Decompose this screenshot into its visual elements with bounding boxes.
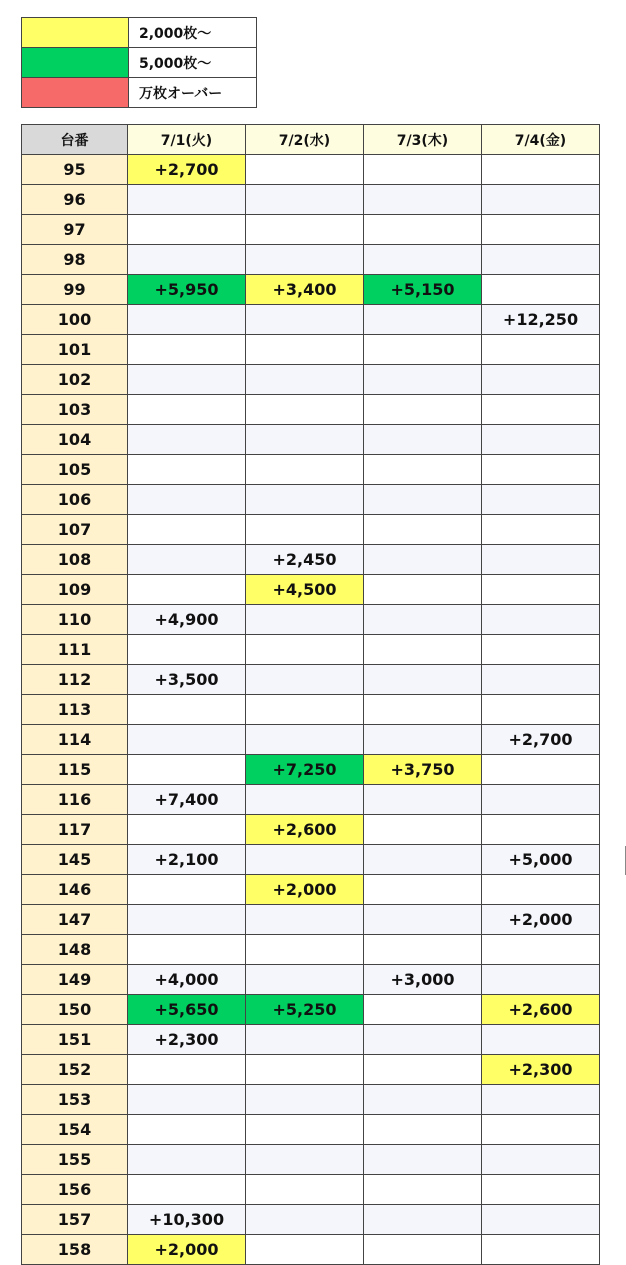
result-cell [246,155,364,185]
result-cell [364,1145,482,1175]
result-cell [128,695,246,725]
result-cell [246,425,364,455]
result-cell [246,725,364,755]
results-table [21,124,600,1265]
result-cell [364,695,482,725]
result-cell [128,875,246,905]
table-row [22,875,600,905]
result-cell [364,1175,482,1205]
result-cell [482,275,600,305]
machine-number: 152 [22,1055,128,1085]
result-cell [246,515,364,545]
result-cell [246,965,364,995]
table-row [22,1145,600,1175]
result-cell: +3,400 [246,275,364,305]
machine-number: 97 [22,215,128,245]
legend-row [22,18,257,48]
table-row [22,305,600,335]
result-cell [364,1115,482,1145]
result-cell [128,515,246,545]
result-cell [364,995,482,1025]
result-cell [482,1025,600,1055]
table-row [22,455,600,485]
result-cell [246,1175,364,1205]
table-row [22,605,600,635]
table-row [22,965,600,995]
machine-number: 107 [22,515,128,545]
result-cell [364,935,482,965]
result-cell [246,845,364,875]
machine-number: 114 [22,725,128,755]
result-cell [128,1085,246,1115]
result-cell: +2,000 [128,1235,246,1265]
machine-number: 100 [22,305,128,335]
machine-number: 98 [22,245,128,275]
result-cell [128,1175,246,1205]
result-cell [364,365,482,395]
result-cell [364,815,482,845]
result-cell [128,335,246,365]
result-cell [246,455,364,485]
table-row [22,515,600,545]
result-cell [246,1145,364,1175]
machine-number: 103 [22,395,128,425]
result-cell [246,695,364,725]
table-row [22,635,600,665]
result-cell [482,605,600,635]
result-cell [482,875,600,905]
machine-number: 108 [22,545,128,575]
result-cell [482,545,600,575]
table-row [22,215,600,245]
result-cell [482,815,600,845]
result-cell [364,725,482,755]
result-cell [482,485,600,515]
table-row [22,815,600,845]
result-cell [482,1175,600,1205]
result-cell [128,905,246,935]
table-row [22,755,600,785]
result-cell [364,395,482,425]
result-cell [482,245,600,275]
result-cell [482,695,600,725]
result-cell [128,365,246,395]
result-cell [482,665,600,695]
result-cell [482,1205,600,1235]
legend-swatch [22,78,129,108]
result-cell [364,875,482,905]
result-cell [246,1025,364,1055]
machine-number: 102 [22,365,128,395]
result-cell [246,605,364,635]
machine-number: 148 [22,935,128,965]
table-row [22,155,600,185]
result-cell [364,245,482,275]
result-cell [246,215,364,245]
machine-number: 156 [22,1175,128,1205]
result-cell [128,1055,246,1085]
table-row [22,335,600,365]
result-cell: +2,300 [482,1055,600,1085]
machine-number: 111 [22,635,128,665]
result-cell [246,305,364,335]
result-cell [482,965,600,995]
result-cell [128,425,246,455]
table-row [22,1115,600,1145]
result-cell [482,365,600,395]
result-cell [246,365,364,395]
result-cell: +7,250 [246,755,364,785]
result-cell [482,1145,600,1175]
result-cell: +4,500 [246,575,364,605]
result-cell [482,425,600,455]
result-cell: +2,600 [482,995,600,1025]
result-cell [246,1055,364,1085]
table-row [22,365,600,395]
result-cell [364,1025,482,1055]
result-cell [482,455,600,485]
result-cell [364,185,482,215]
result-cell: +5,250 [246,995,364,1025]
result-cell [128,455,246,485]
legend-table [21,17,257,108]
table-row [22,665,600,695]
result-cell [364,335,482,365]
machine-number: 157 [22,1205,128,1235]
result-cell [246,1085,364,1115]
table-row [22,995,600,1025]
result-cell [364,545,482,575]
result-cell [364,485,482,515]
machine-number: 151 [22,1025,128,1055]
result-cell [364,515,482,545]
header-date: 7/3(木) [364,125,482,155]
result-cell [364,785,482,815]
result-cell [482,1085,600,1115]
result-cell [128,245,246,275]
result-cell [364,575,482,605]
result-cell [128,935,246,965]
result-cell [246,395,364,425]
result-cell [364,665,482,695]
result-cell [364,1205,482,1235]
machine-number: 145 [22,845,128,875]
result-cell [246,1115,364,1145]
table-row [22,1055,600,1085]
result-cell: +5,950 [128,275,246,305]
table-row [22,485,600,515]
result-cell [128,1145,246,1175]
result-cell [482,155,600,185]
result-cell [482,1115,600,1145]
result-cell [128,1115,246,1145]
result-cell [482,215,600,245]
results-body [22,155,600,1265]
result-cell [364,305,482,335]
result-cell [128,305,246,335]
machine-number: 101 [22,335,128,365]
result-cell: +5,000 [482,845,600,875]
table-row [22,725,600,755]
machine-number: 146 [22,875,128,905]
result-cell: +3,750 [364,755,482,785]
table-row [22,185,600,215]
result-cell [364,215,482,245]
result-cell [128,395,246,425]
result-cell [364,455,482,485]
result-cell [246,245,364,275]
table-row [22,395,600,425]
result-cell [482,515,600,545]
result-cell [246,335,364,365]
result-cell [364,905,482,935]
result-cell [482,575,600,605]
result-cell [482,1235,600,1265]
table-row [22,905,600,935]
machine-number: 109 [22,575,128,605]
table-row [22,1085,600,1115]
machine-number: 117 [22,815,128,845]
machine-number: 154 [22,1115,128,1145]
table-row [22,695,600,725]
machine-number: 112 [22,665,128,695]
result-cell: +10,300 [128,1205,246,1235]
table-row [22,275,600,305]
result-cell [482,185,600,215]
result-cell: +2,700 [482,725,600,755]
result-cell: +2,000 [246,875,364,905]
header-date: 7/1(火) [128,125,246,155]
machine-number: 99 [22,275,128,305]
result-cell [246,185,364,215]
machine-number: 153 [22,1085,128,1115]
machine-number: 106 [22,485,128,515]
header-machine-number: 台番 [22,125,128,155]
result-cell: +3,500 [128,665,246,695]
legend-row [22,48,257,78]
result-cell [128,815,246,845]
result-cell [246,935,364,965]
result-cell [482,755,600,785]
table-row [22,785,600,815]
table-row [22,545,600,575]
result-cell [128,545,246,575]
result-cell: +2,100 [128,845,246,875]
result-cell: +4,000 [128,965,246,995]
machine-number: 104 [22,425,128,455]
table-row [22,425,600,455]
result-cell [246,905,364,935]
table-row [22,1175,600,1205]
result-cell: +2,450 [246,545,364,575]
result-cell: +2,700 [128,155,246,185]
legend-label: 2,000枚〜 [129,18,257,48]
result-cell [128,215,246,245]
result-cell [364,155,482,185]
result-cell [364,635,482,665]
result-cell: +5,150 [364,275,482,305]
result-cell [246,665,364,695]
machine-number: 95 [22,155,128,185]
machine-number: 149 [22,965,128,995]
result-cell [364,1055,482,1085]
result-cell [482,335,600,365]
result-cell: +12,250 [482,305,600,335]
machine-number: 115 [22,755,128,785]
machine-number: 155 [22,1145,128,1175]
machine-number: 113 [22,695,128,725]
machine-number: 147 [22,905,128,935]
result-cell: +2,300 [128,1025,246,1055]
result-cell [482,395,600,425]
result-cell: +5,650 [128,995,246,1025]
header-date: 7/4(金) [482,125,600,155]
result-cell [364,1085,482,1115]
machine-number: 96 [22,185,128,215]
result-cell [246,485,364,515]
result-cell: +4,900 [128,605,246,635]
result-cell [482,635,600,665]
result-cell [246,1235,364,1265]
header-row [22,125,600,155]
result-cell: +2,600 [246,815,364,845]
legend-label: 5,000枚〜 [129,48,257,78]
result-cell [364,1235,482,1265]
result-cell [482,935,600,965]
result-cell [364,425,482,455]
table-row [22,1025,600,1055]
machine-number: 116 [22,785,128,815]
result-cell [246,1205,364,1235]
table-row [22,845,600,875]
table-row [22,245,600,275]
result-cell [128,575,246,605]
result-cell [128,755,246,785]
result-cell [128,485,246,515]
machine-number: 158 [22,1235,128,1265]
machine-number: 110 [22,605,128,635]
header-date: 7/2(水) [246,125,364,155]
machine-number: 150 [22,995,128,1025]
result-cell [364,605,482,635]
result-cell [246,785,364,815]
result-cell: +2,000 [482,905,600,935]
legend-label: 万枚オーバー [129,78,257,108]
result-cell [128,185,246,215]
result-cell: +3,000 [364,965,482,995]
result-cell [482,785,600,815]
legend-row [22,78,257,108]
legend-swatch [22,48,129,78]
result-cell [128,725,246,755]
result-cell [128,635,246,665]
table-row [22,935,600,965]
table-row [22,1235,600,1265]
result-cell [246,635,364,665]
result-cell [364,845,482,875]
table-row [22,1205,600,1235]
machine-number: 105 [22,455,128,485]
table-row [22,575,600,605]
result-cell: +7,400 [128,785,246,815]
legend-swatch [22,18,129,48]
